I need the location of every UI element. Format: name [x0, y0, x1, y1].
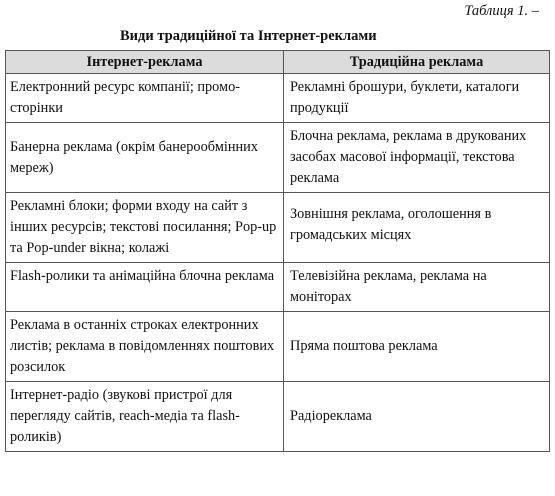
header-internet-ads: Інтернет-реклама: [6, 51, 284, 74]
table-row: [6, 74, 550, 123]
traditional-ad-cell: Телевізійна реклама, реклама на моніторах: [284, 263, 550, 312]
traditional-ad-cell: Зовнішня реклама, оголошення в громадських місцях: [284, 193, 550, 263]
internet-ad-cell: Flash-ролики та анімаційна блочна реклама: [6, 263, 284, 312]
advertising-types-table: [5, 50, 550, 452]
table-caption: Таблиця 1. –: [464, 3, 539, 19]
traditional-ad-cell: Рекламні брошури, буклети, каталоги продукції: [284, 74, 550, 123]
header-traditional-ads: Традиційна реклама: [284, 51, 550, 74]
table-row: [6, 193, 550, 263]
table-row: [6, 312, 550, 382]
table-title: Види традиційної та Інтернет-реклами: [120, 28, 377, 44]
internet-ad-cell: Інтернет-радіо (звукові пристрої для перегляду сайтів, reach-медіа та flash-роликів): [6, 382, 284, 452]
internet-ad-cell: Електронний ресурс компанії; промо-сторінки: [6, 74, 284, 123]
internet-ad-cell: Реклама в останніх строках електронних листів; реклама в повідомленнях поштових розсилок: [6, 312, 284, 382]
traditional-ad-cell: Радіореклама: [284, 382, 550, 452]
table-row: [6, 123, 550, 193]
traditional-ad-cell: Блочна реклама, реклама в друкованих засобах масової інформації, текстова реклама: [284, 123, 550, 193]
internet-ad-cell: Банерна реклама (окрім банерообмінних мереж): [6, 123, 284, 193]
traditional-ad-cell: Пряма поштова реклама: [284, 312, 550, 382]
table-row: [6, 382, 550, 452]
table-row: [6, 263, 550, 312]
internet-ad-cell: Рекламні блоки; форми входу на сайт з інших ресурсів; текстові посилання; Pop-up та Pop-under вікна; колажі: [6, 193, 284, 263]
table-header-row: [6, 51, 550, 74]
